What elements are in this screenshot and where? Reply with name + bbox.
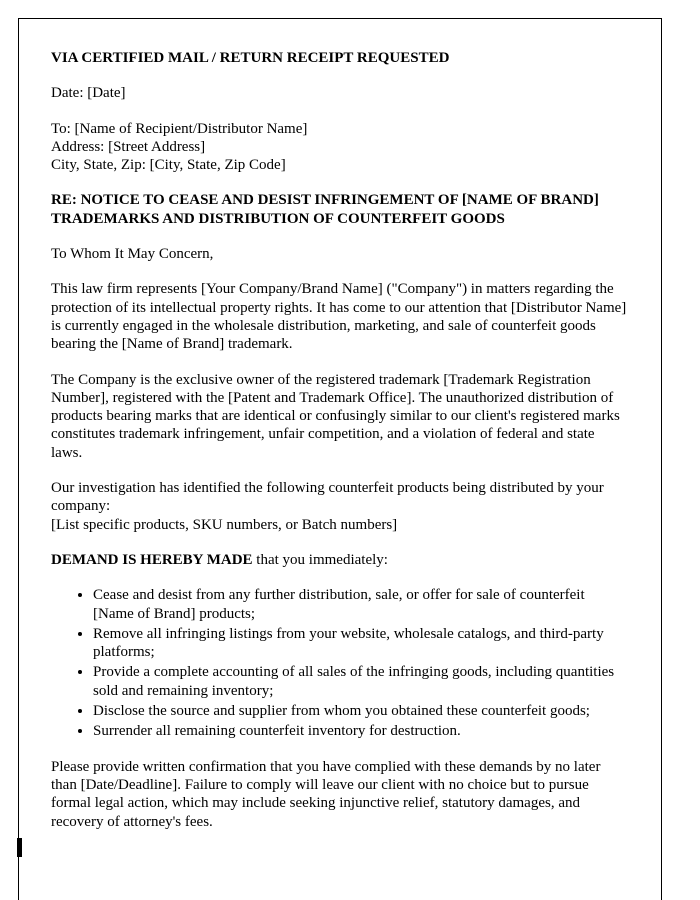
recipient-address-line: Address: [Street Address] [51, 138, 206, 155]
demand-item-text: Disclose the source and supplier from whom you obtained these counterfeit goods; [93, 703, 590, 720]
demand-item-text: Cease and desist from any further distribution, sale, or offer for sale of counterfeit [Name of Brand] products; [93, 587, 585, 622]
scrollbar-thumb[interactable] [17, 838, 22, 857]
demand-item-text: Surrender all remaining counterfeit inventory for destruction. [93, 723, 461, 740]
demand-line [51, 551, 629, 569]
list-item [93, 625, 629, 662]
certified-mail-line: VIA CERTIFIED MAIL / RETURN RECEIPT REQUESTED [51, 50, 450, 66]
closing-paragraph: Please provide written confirmation that you have complied with these demands by no later than [Date/Deadline]. Failure to comply will leave our client with no choice but to pursue formal legal action, which may include seeking injunctive relief, statutory damages, and recovery of attorney's fees. [51, 758, 601, 830]
recipient-city-line: City, State, Zip: [City, State, Zip Code] [51, 157, 286, 174]
demand-item-text: Remove all infringing listings from your website, wholesale catalogs, and third-party platforms; [93, 625, 604, 661]
recipient-block [51, 120, 629, 175]
products-placeholder-line: [List specific products, SKU numbers, or Batch numbers] [51, 516, 398, 533]
date-line: Date: [Date] [51, 85, 126, 102]
list-item [93, 702, 629, 720]
list-item [93, 663, 629, 700]
investigation-line: Our investigation has identified the following counterfeit products being distributed by your company: [51, 480, 604, 515]
letter-frame [18, 18, 662, 900]
intro-paragraph: This law firm represents [Your Company/Brand Name] ("Company") in matters regarding the protection of its intellectual property rights. It has come to our attention that [Distributor Name] is currently engaged in the wholesale distribution, marketing, and sale of counterfeit goods bearing the [Name of Brand] trademark. [51, 281, 627, 353]
demand-rest-text: that you immediately: [252, 551, 388, 568]
demand-bold-text: DEMAND IS HEREBY MADE [51, 551, 253, 568]
recipient-to-line: To: [Name of Recipient/Distributor Name] [51, 120, 308, 137]
demands-list [51, 586, 629, 740]
list-item [93, 722, 629, 740]
re-subject-line: RE: NOTICE TO CEASE AND DESIST INFRINGEMENT OF [NAME OF BRAND] TRADEMARKS AND DISTRIBUTION OF COUNTERFEIT GOODS [51, 192, 599, 227]
list-item [93, 586, 629, 623]
salutation: To Whom It May Concern, [51, 246, 214, 263]
demand-item-text: Provide a complete accounting of all sales of the infringing goods, including quantities sold and remaining inventory; [93, 664, 615, 699]
letter-body [19, 19, 661, 831]
investigation-paragraph [51, 479, 629, 534]
ownership-paragraph: The Company is the exclusive owner of the registered trademark [Trademark Registration Number], registered with the [Patent and Trademark Office]. The unauthorized distribution of products bearing marks that are identical or confusingly similar to our client's registered marks constitutes trademark infringement, unfair competition, and a violation of federal and state laws. [51, 371, 620, 461]
